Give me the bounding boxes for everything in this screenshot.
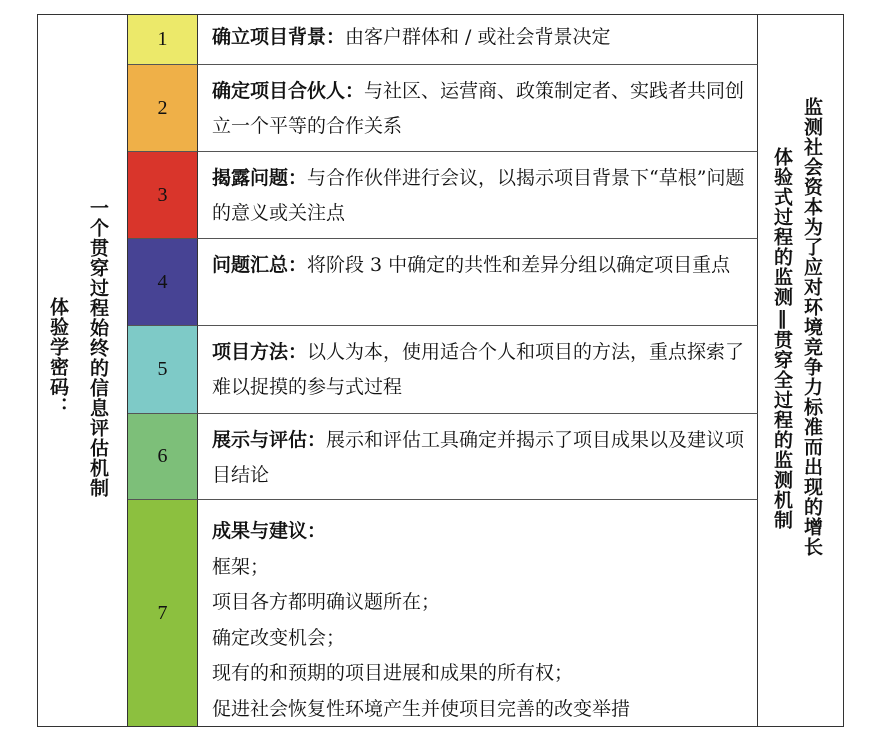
step-3-text: 与合作伙伴进行会议，以揭示项目背景下“草根”问题的意义或关注点 (212, 167, 745, 224)
step-description-column (198, 15, 758, 726)
step-2-title: 确定项目合伙人： (212, 80, 365, 102)
step-5-description (198, 326, 758, 414)
step-7-line: 确定改变机会； (212, 626, 346, 649)
step-2-description (198, 65, 758, 152)
right-label-column (758, 15, 844, 726)
right-inner-label: 体验式过程的监测‖贯穿全过程的监测机制 (771, 147, 793, 530)
step-7-line: 促进社会恢复性环境产生并使项目完善的改变举措 (212, 697, 631, 720)
process-diagram (37, 14, 844, 727)
step-3-title: 揭露问题： (212, 167, 308, 189)
step-1-description (198, 15, 758, 65)
step-3-number: 3 (128, 152, 198, 239)
step-6-title: 展示与评估： (212, 429, 327, 451)
step-number-column (128, 15, 198, 726)
step-1-text: 由客户群体和 / 或社会背景决定 (345, 26, 611, 48)
right-outer-label: 监测社会资本为了应对环境竞争力标准而出现的增长 (801, 97, 823, 557)
step-4-number: 4 (128, 239, 198, 326)
step-7-line: 项目各方都明确议题所在； (212, 591, 441, 613)
step-5-title: 项目方法： (212, 341, 308, 363)
step-4-title: 问题汇总： (212, 254, 308, 276)
step-2-number: 2 (128, 65, 198, 152)
step-6-number: 6 (128, 414, 198, 500)
step-7-line: 框架； (212, 555, 270, 578)
step-6-description (198, 414, 758, 500)
step-3-description (198, 152, 758, 239)
step-6-text: 展示和评估工具确定并揭示了项目成果以及建议项目结论 (212, 429, 745, 486)
step-1-title: 确立项目背景： (212, 26, 346, 48)
step-1-number: 1 (128, 15, 198, 65)
left-label-column (38, 15, 128, 726)
step-5-number: 5 (128, 326, 198, 414)
step-7-number: 7 (128, 500, 198, 726)
left-inner-label: 一个贯穿过程始终的信息评估机制 (87, 198, 109, 498)
step-5-text: 以人为本，使用适合个人和项目的方法，重点探索了难以捉摸的参与式过程 (212, 341, 745, 398)
left-outer-label: 体验学密码： (47, 297, 69, 417)
step-4-description (198, 239, 758, 326)
step-7-line: 现有的和预期的项目进展和成果的所有权； (212, 662, 574, 684)
step-2-text: 与社区、运营商、政策制定者、实践者共同创立一个平等的合作关系 (212, 80, 745, 137)
step-7-description (198, 500, 758, 726)
step-7-title: 成果与建议： (212, 520, 327, 542)
step-4-text: 将阶段 3 中确定的共性和差异分组以确定项目重点 (307, 254, 731, 276)
